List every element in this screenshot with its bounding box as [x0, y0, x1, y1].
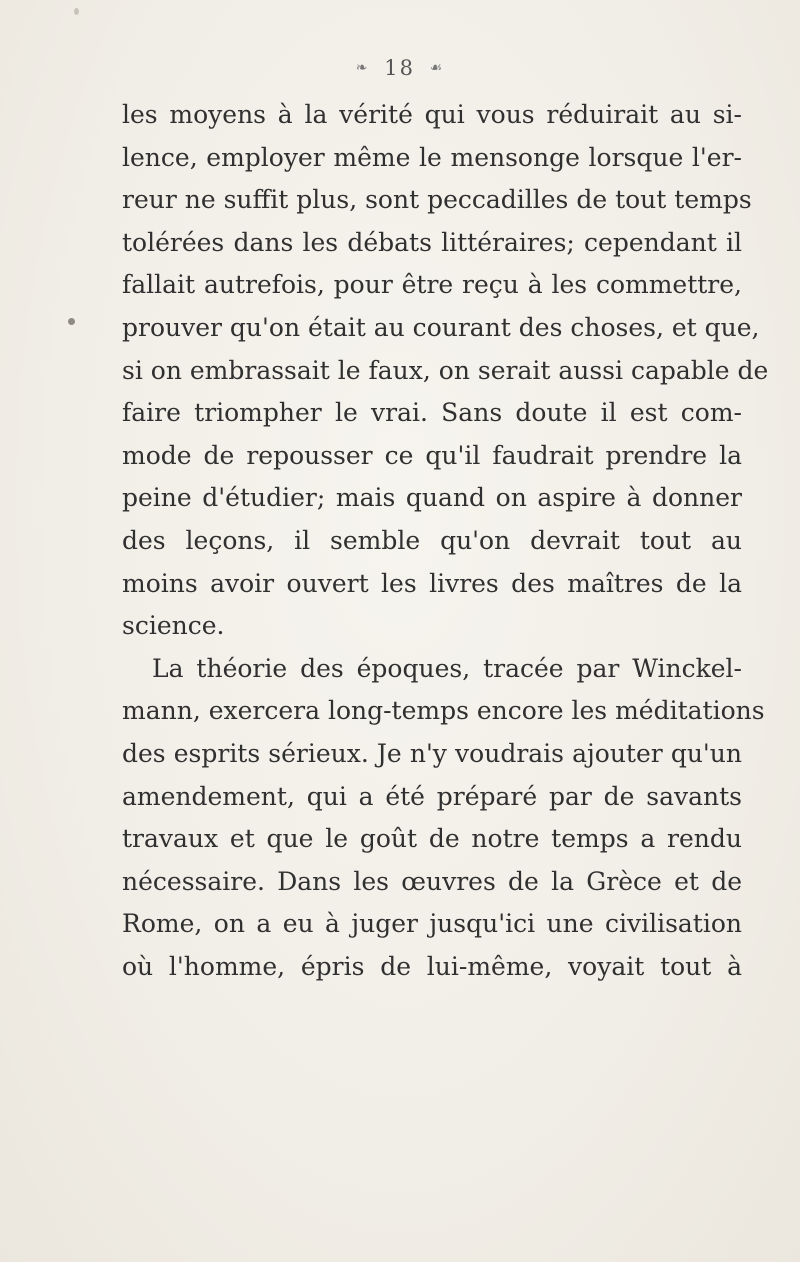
text-line: amendement, qui a été préparé par de savants [122, 781, 742, 811]
text-line: si on embrassait le faux, on serait aussi capable de [122, 355, 769, 385]
text-line: nécessaire. Dans les œuvres de la Grèce et de [122, 866, 742, 896]
text-line: moins avoir ouvert les livres des maîtres de la [122, 568, 742, 598]
text-line: lence, employer même le mensonge lorsque l'er- [122, 142, 742, 172]
text-line: fallait autrefois, pour être reçu à les commettre, [122, 270, 742, 300]
text-line: les moyens à la vérité qui vous réduirait au si- [122, 100, 742, 129]
paper-speck [74, 8, 79, 15]
text-line: mode de repousser ce qu'il faudrait prendre la [122, 440, 742, 470]
text-line: mann, exercera long-temps encore les méditations [122, 696, 765, 726]
paper-speck [68, 318, 75, 325]
text-line: reur ne suffit plus, sont peccadilles de tout temps [122, 185, 752, 215]
text-line: travaux et que le goût de notre temps a rendu [122, 824, 742, 854]
text-line: La théorie des époques, tracée par Winckel- [152, 653, 742, 683]
text-line: prouver qu'on était au courant des choses, et que, [122, 312, 760, 342]
text-line: peine d'étudier; mais quand on aspire à donner [122, 483, 742, 513]
text-line: des leçons, il semble qu'on devrait tout au [122, 525, 742, 555]
text-line: Rome, on a eu à juger jusqu'ici une civilisation [122, 909, 742, 939]
ornament-right-icon: ☙ [429, 59, 445, 76]
ornament-left-icon: ❧ [355, 59, 370, 76]
text-line: où l'homme, épris de lui-même, voyait tout à [122, 951, 742, 981]
text-line: science. [122, 611, 225, 641]
page-header [0, 54, 800, 80]
body-text [122, 94, 769, 988]
text-line: faire triompher le vrai. Sans doute il est com- [122, 398, 742, 428]
text-line: tolérées dans les débats littéraires; cependant il [122, 227, 742, 257]
text-line: des esprits sérieux. Je n'y voudrais ajouter qu'un [122, 738, 742, 768]
page-number: 18 [384, 55, 415, 80]
